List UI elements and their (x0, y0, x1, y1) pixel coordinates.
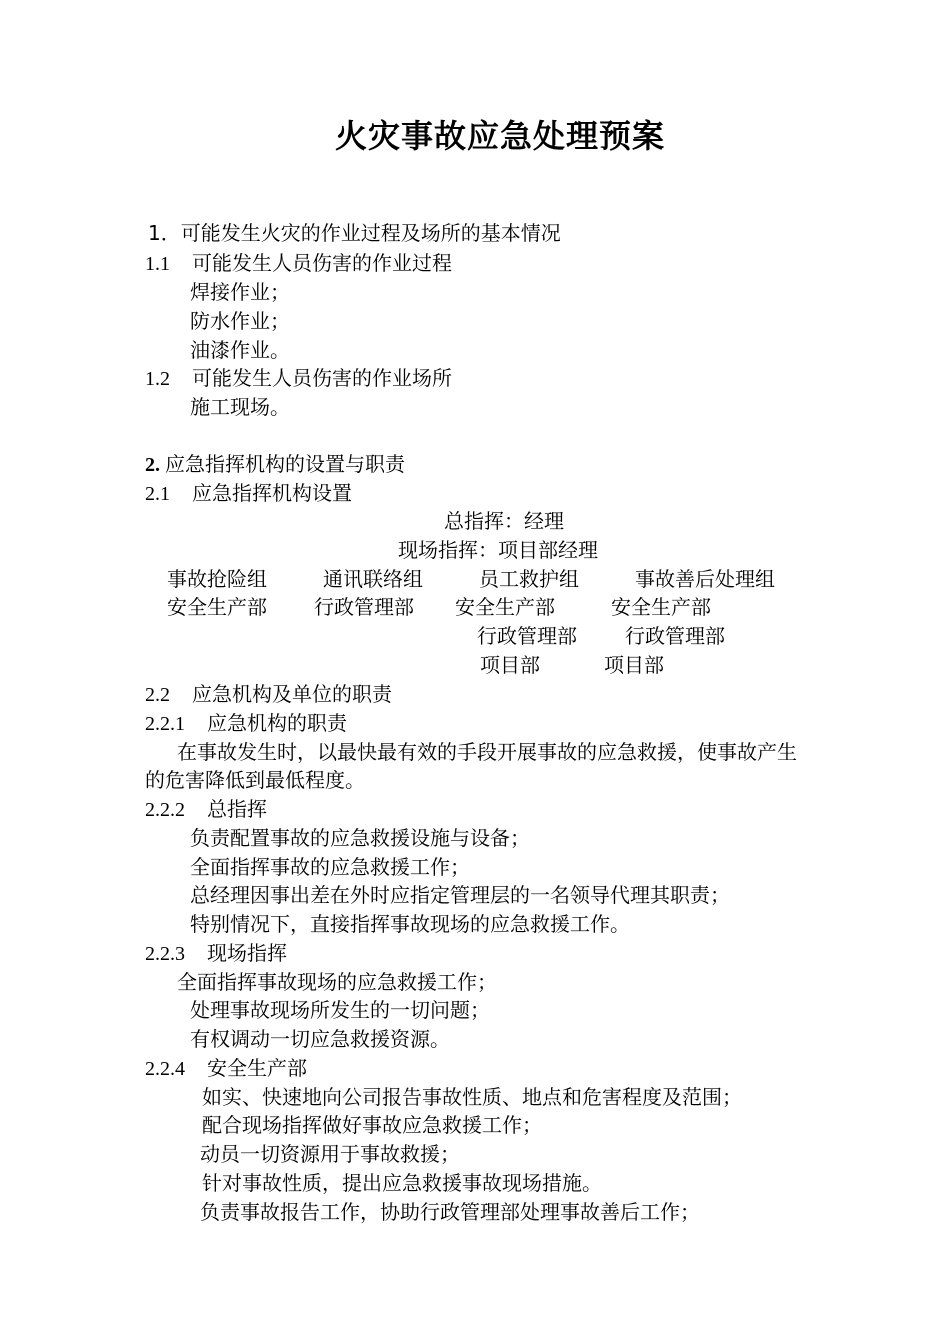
section-2-2-4-heading (145, 1055, 307, 1082)
org-department: 项目部 (604, 653, 664, 677)
section-1-title: 可能发生火灾的作业过程及场所的基本情况 (180, 221, 561, 245)
list-item: 特别情况下，直接指挥事故现场的应急救援工作。 (190, 912, 630, 936)
section-2-2-number: 2.2 (145, 684, 170, 706)
org-group: 事故善后处理组 (635, 567, 775, 591)
section-2-2-title: 应急机构及单位的职责 (192, 682, 392, 706)
list-item: 针对事故性质，提出应急救援事故现场措施。 (202, 1171, 602, 1195)
section-2-2-2-title: 总指挥 (207, 797, 267, 821)
section-2-1-number: 2.1 (145, 483, 170, 505)
section-2-1-heading (145, 480, 352, 507)
paragraph-line: 的危害降低到最低程度。 (145, 768, 365, 792)
section-2-2-1-title: 应急机构的职责 (207, 711, 347, 735)
list-item: 防水作业； (190, 309, 290, 333)
section-2-2-heading (145, 681, 392, 708)
section-2-2-1-number: 2.2.1 (145, 713, 185, 735)
section-2-2-3-heading (145, 940, 287, 967)
org-department: 安全生产部 (167, 595, 267, 619)
section-2-2-2-heading (145, 796, 267, 823)
document-title: 火灾事故应急处理预案 (335, 117, 666, 155)
org-site-commander: 现场指挥：项目部经理 (398, 538, 598, 562)
list-item: 焊接作业； (190, 280, 290, 304)
list-item: 总经理因事出差在外时应指定管理层的一名领导代理其职责； (190, 883, 730, 907)
section-2-heading (145, 451, 405, 478)
section-1-1-number: 1.1 (145, 253, 170, 275)
section-2-2-3-title: 现场指挥 (207, 941, 287, 965)
org-group: 事故抢险组 (167, 567, 267, 591)
list-item: 处理事故现场所发生的一切问题； (190, 998, 490, 1022)
section-2-2-3-number: 2.2.3 (145, 943, 185, 965)
section-1-2-title: 可能发生人员伤害的作业场所 (192, 366, 452, 390)
org-department: 行政管理部 (477, 624, 577, 648)
org-department: 安全生产部 (611, 595, 711, 619)
section-1-1-title: 可能发生人员伤害的作业过程 (192, 251, 452, 275)
list-item: 全面指挥事故现场的应急救援工作； (177, 970, 497, 994)
section-2-1-title: 应急指挥机构设置 (192, 481, 352, 505)
org-commander: 总指挥：经理 (444, 509, 564, 533)
org-department: 行政管理部 (314, 595, 414, 619)
list-item: 有权调动一切应急救援资源。 (190, 1027, 450, 1051)
section-2-2-2-number: 2.2.2 (145, 799, 185, 821)
section-1-heading (148, 220, 561, 246)
list-item: 如实、快速地向公司报告事故性质、地点和危害程度及范围； (202, 1085, 742, 1109)
list-item: 施工现场。 (190, 395, 290, 419)
section-2-2-1-heading (145, 710, 347, 737)
section-2-2-4-title: 安全生产部 (207, 1056, 307, 1080)
section-2-number: 2. (145, 454, 160, 476)
section-1-number: 1． (148, 221, 181, 245)
section-1-1-heading (145, 250, 452, 277)
section-2-2-4-number: 2.2.4 (145, 1058, 185, 1080)
list-item: 全面指挥事故的应急救援工作； (190, 855, 470, 879)
org-group: 通讯联络组 (323, 567, 423, 591)
section-1-2-heading (145, 365, 452, 392)
section-1-2-number: 1.2 (145, 368, 170, 390)
org-department: 行政管理部 (625, 624, 725, 648)
list-item: 负责配置事故的应急救援设施与设备； (190, 826, 530, 850)
section-2-title: 应急指挥机构的设置与职责 (165, 452, 405, 476)
org-group: 员工救护组 (479, 567, 579, 591)
list-item: 动员一切资源用于事故救援； (200, 1142, 460, 1166)
org-department: 安全生产部 (455, 595, 555, 619)
paragraph-line: 在事故发生时，以最快最有效的手段开展事故的应急救援，使事故产生 (177, 740, 797, 764)
list-item: 油漆作业。 (190, 338, 290, 362)
list-item: 负责事故报告工作，协助行政管理部处理事故善后工作； (200, 1200, 700, 1224)
org-department: 项目部 (480, 653, 540, 677)
list-item: 配合现场指挥做好事故应急救援工作； (202, 1113, 542, 1137)
